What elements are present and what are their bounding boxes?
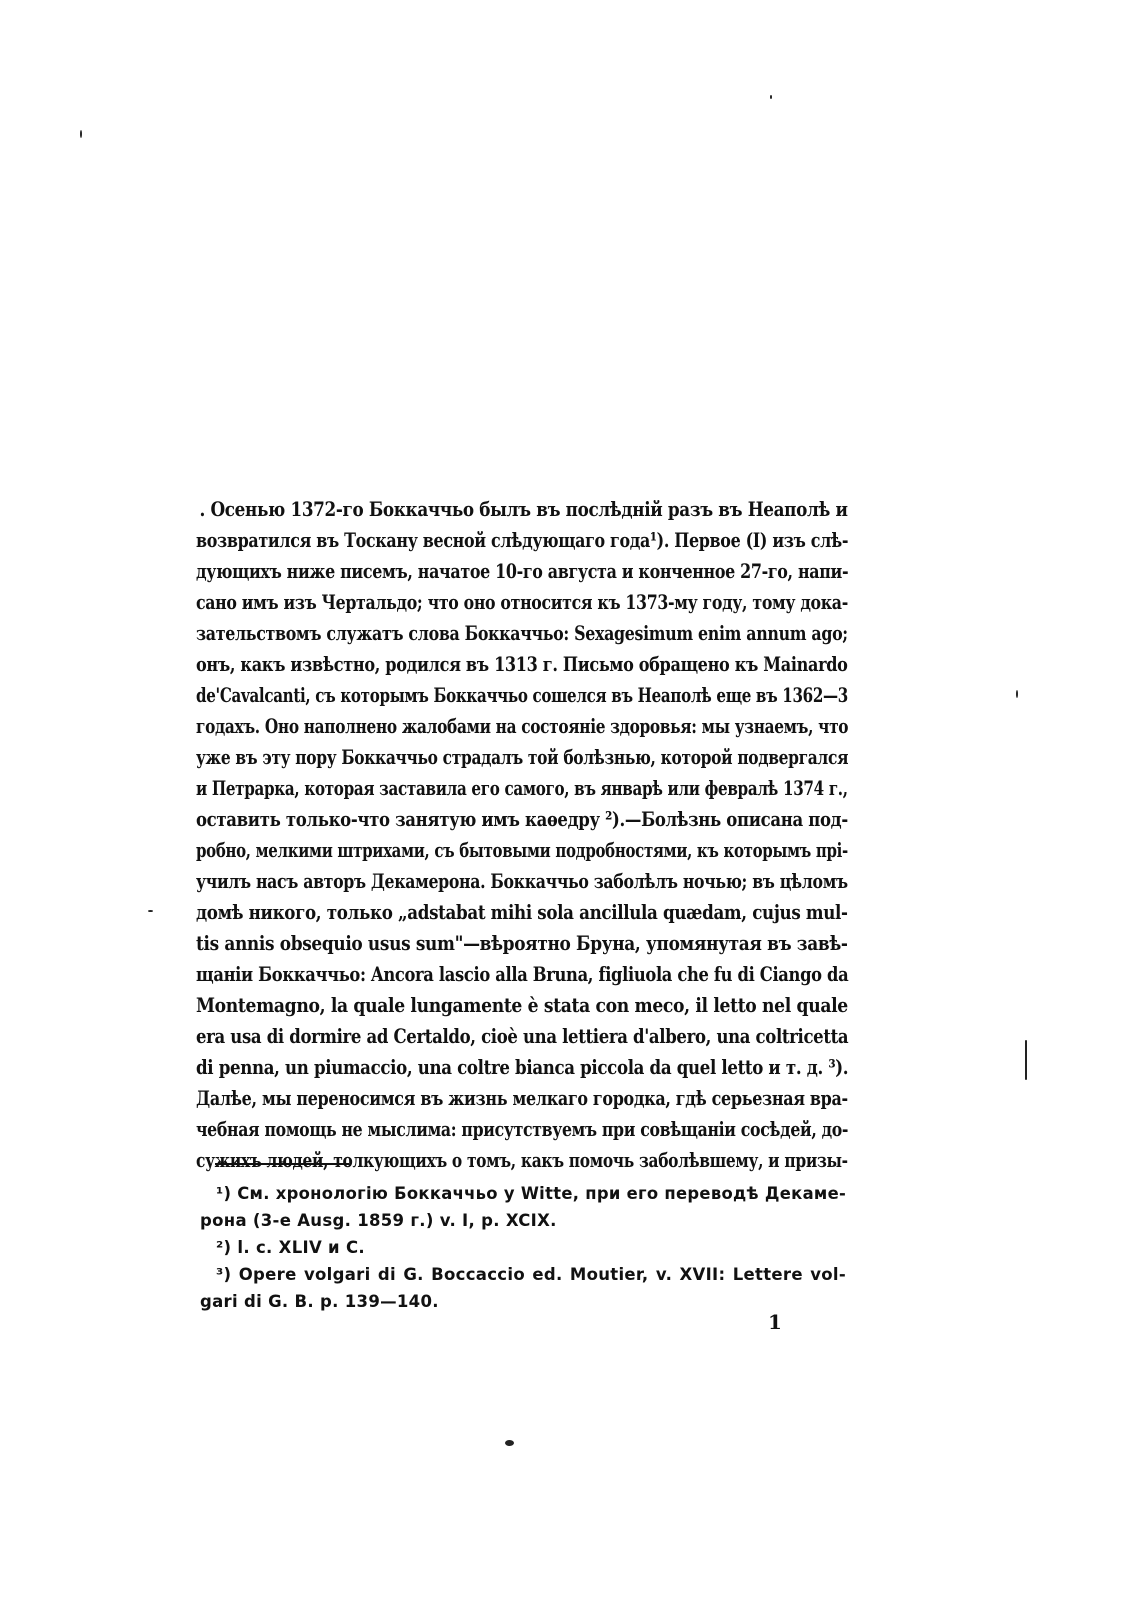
scan-speck	[80, 130, 82, 138]
body-line-21: чебная помощь не мыслима: присутствуемъ при совѣщаніи сосѣдей, до-	[196, 1118, 849, 1141]
page-number: 1	[768, 1310, 782, 1334]
body-line-19: di penna, un piumaccio, una coltre bianca piccola da quel letto и т. д. ³).	[196, 1056, 849, 1079]
body-line-11: оставить только-что занятую имъ каѳедру ²).—Болѣзнь описана под-	[196, 808, 848, 831]
main-paragraph	[196, 494, 848, 1176]
body-line-10: и Петрарка, которая заставила его самого, въ январѣ или февралѣ 1374 г.,	[196, 777, 848, 800]
body-line-3: дующихъ ниже писемъ, начатое 10-го августа и конченное 27-го, напи-	[196, 560, 849, 583]
footnote-2: ²) l. c. XLIV и С.	[216, 1238, 365, 1257]
body-line-15: tis annis obsequio usus sum"—вѣроятно Бруна, упомянутая въ завѣ-	[196, 932, 848, 955]
body-line-9: уже въ эту пору Боккаччьо страдалъ той болѣзнью, которой подвергался	[196, 746, 849, 769]
footnote-1-line-1: ¹) См. хронологію Боккаччьо у Witte, при его переводѣ Декаме-	[216, 1184, 847, 1203]
body-line-7: de'Cavalcanti, съ которымъ Боккаччьо сошелся въ Неаполѣ еще въ 1362—3	[196, 684, 849, 707]
footnote-1-line-2: рона (3-е Ausg. 1859 г.) v. I, p. XCIX.	[200, 1211, 557, 1230]
body-line-20: Далѣе, мы переносимся въ жизнь мелкаго городка, гдѣ серьезная вра-	[196, 1087, 848, 1110]
body-line-18: era usa di dormire ad Certaldo, cioè una lettiera d'albero, una coltricetta	[196, 1025, 849, 1048]
footnotes	[200, 1180, 847, 1315]
body-line-6: онъ, какъ извѣстно, родился въ 1313 г. Письмо обращено къ Mainardo	[196, 653, 848, 676]
footnote-separator	[215, 1163, 349, 1165]
body-line-13: училъ насъ авторъ Декамерона. Боккаччьо заболѣлъ ночью; въ цѣломъ	[196, 870, 848, 893]
scan-speck	[148, 910, 153, 912]
scan-speck	[505, 1440, 514, 1446]
scan-speck	[1025, 1040, 1027, 1080]
body-line-8: годахъ. Оно наполнено жалобами на состояніе здоровья: мы узнаемъ, что	[196, 715, 849, 738]
body-line-17: Montemagno, la quale lungamente è stata con meco, il letto nel quale	[196, 994, 848, 1017]
footnote-3-line-1: ³) Opere volgari di G. Boccaccio ed. Moutier, v. XVII: Lettere vol-	[216, 1265, 846, 1284]
body-line-12: робно, мелкими штрихами, съ бытовыми подробностями, къ которымъ прі-	[196, 839, 848, 862]
body-line-14: домѣ никого, только „adstabat mihi sola ancillula quædam, cujus mul-	[196, 901, 848, 924]
body-line-4: сано имъ изъ Чертальдо; что оно относится къ 1373-му году, тому дока-	[196, 591, 848, 614]
body-line-1: . Осенью 1372-го Боккаччьо былъ въ послѣдній разъ въ Неаполѣ и	[199, 498, 848, 521]
footnote-3-line-2: gari di G. B. p. 139—140.	[200, 1292, 439, 1311]
body-line-5: зательствомъ служатъ слова Боккаччьо: Sexagesimum enim annum ago;	[196, 622, 848, 645]
body-line-16: щаніи Боккаччьо: Ancora lascio alla Bruna, figliuola che fu di Ciango da	[196, 963, 849, 986]
scan-speck	[1016, 690, 1018, 698]
scan-speck	[770, 95, 772, 99]
body-line-22: сужихъ людей, толкующихъ о томъ, какъ помочь заболѣвшему, и призы-	[196, 1149, 848, 1172]
body-line-2: возвратился въ Тоскану весной слѣдующаго года¹). Первое (I) изъ слѣ-	[196, 529, 849, 552]
